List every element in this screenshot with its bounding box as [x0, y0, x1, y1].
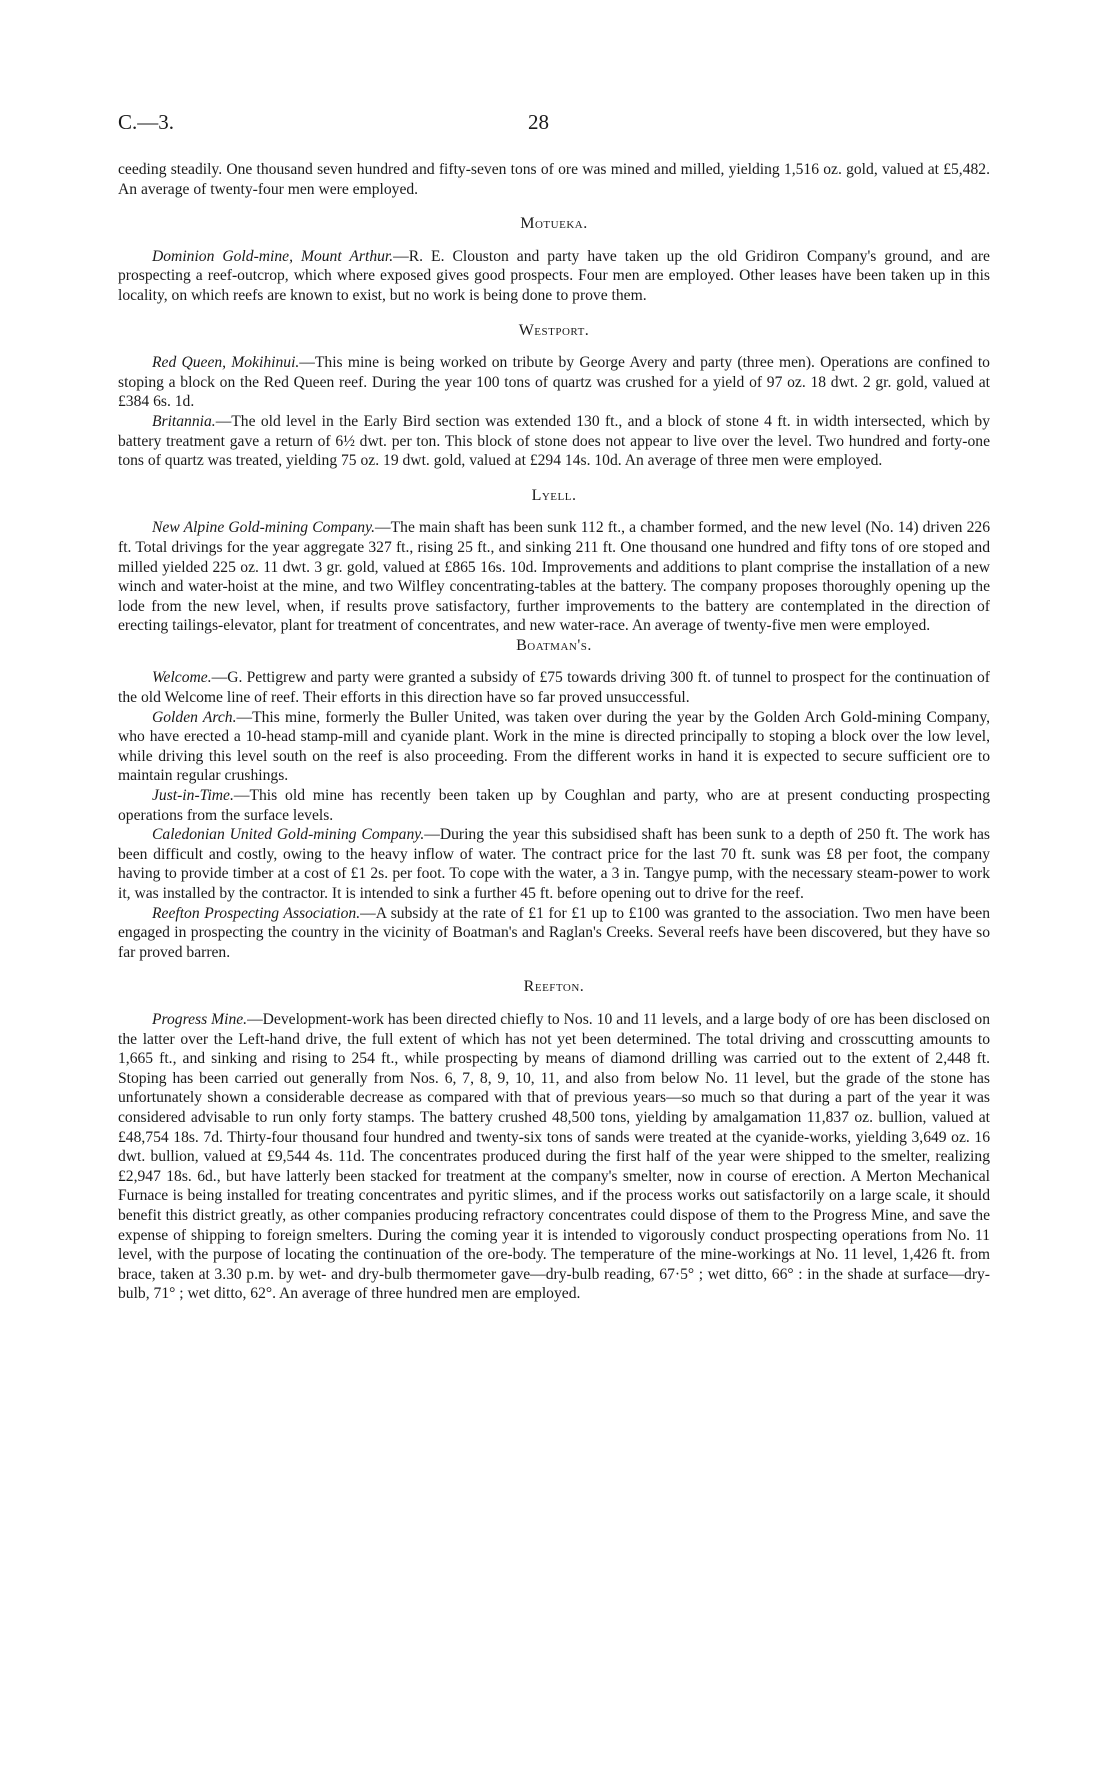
paragraph-text: —The old level in the Early Bird section was extended 130 ft., and a block of stone 4 ft. in width intersected, which by battery treatment gave a return of 6½ dwt. per ton. This block of stone does not appear to live over the level. Two hundred and forty-one tons of quartz was treated, yielding 75 oz. 19 dwt. gold, valued at £294 14s. 10d. An average of three men were employed. [118, 412, 990, 470]
heading-lyell: Lyell. [531, 486, 577, 504]
paragraph-text: —This old mine has recently been taken up by Coughlan and party, who are at present conducting prospecting operations from the surface levels. [118, 787, 990, 824]
document-body [118, 160, 990, 1304]
paragraph-title: Dominion Gold-mine, Mount Arthur. [152, 247, 394, 265]
paragraph-progress-mine [118, 1010, 990, 1304]
paragraph-reefton-prospecting [118, 904, 990, 963]
paragraph-title: Golden Arch. [152, 708, 237, 726]
heading-boatmans: Boatman's. [516, 636, 592, 654]
paragraph-title: Just-in-Time. [152, 787, 234, 805]
paragraph-just-in-time [118, 786, 990, 825]
paragraph-title: Progress Mine. [152, 1010, 248, 1028]
paragraph-text: —A subsidy at the rate of £1 for £1 up to £100 was granted to the association. Two men have been engaged in prospecting the country in the vicinity of Boatman's and Raglan's Creeks. Several reefs have been discovered, but they have so far proved barren. [118, 904, 990, 961]
paragraph-title: Reefton Prospecting Association. [152, 904, 361, 922]
paragraph-golden-arch [118, 708, 990, 786]
paragraph-caledonian [118, 825, 990, 903]
paragraph-title: Caledonian United Gold-mining Company. [152, 826, 425, 844]
paragraph-text: —R. E. Clouston and party have taken up the old Gridiron Company's ground, and are prospecting a reef-outcrop, which where exposed gives good prospects. Four men are employed. Other leases have been taken up in this locality, on which reefs are known to exist, but no work is being done to prove them. [118, 247, 990, 304]
paragraph-text: —This mine is being worked on tribute by George Avery and party (three men). Operations are confined to stoping a block on the Red Queen reef. During the year 100 tons of quartz was crushed for a yield of 97 oz. 18 dwt. 2 gr. gold, valued at £384 6s. 1d. [118, 354, 990, 411]
paragraph-text: —During the year this subsidised shaft has been sunk to a depth of 250 ft. The work has been difficult and costly, owing to the heavy inflow of water. The contract price for the last 70 ft. sunk was £8 per foot, the company having to provide timber at a cost of £1 2s. per foot. To cope with the water, a 3 in. Tangye pump, with the necessary steam-power to work it, was installed by the contractor. It is intended to sink a further 45 ft. before opening out to drive for the reef. [118, 826, 990, 902]
paragraph-text: —The main shaft has been sunk 112 ft., a chamber formed, and the new level (No. 14) driven 226 ft. Total drivings for the year aggregate 327 ft., rising 25 ft., and sinking 211 ft. One thousand one hundred and fifty tons of ore stoped and milled yielded 225 oz. 11 dwt. 3 gr. gold, valued at £865 16s. 10d. Improvements and additions to plant comprise the installation of a new winch and water-hoist at the mine, and two Wilfley concentrating-tables at the battery. The company proposes thoroughly opening up the lode from the new level, when, if results prove satisfactory, further improvements to the battery are contemplated in the direction of erecting tailings-elevator, plant for treatment of concentrates, and new water-race. An average of twenty-five men were employed. [118, 519, 990, 635]
page-header [118, 110, 998, 140]
paragraph-text: —Development-work has been directed chiefly to Nos. 10 and 11 levels, and a large body of ore has been disclosed on the latter over the Left-hand drive, the full extent of which has not yet been determined. The total driving and crosscutting amounts to 1,665 ft., and sinking and rising to 254 ft., while prospecting by means of diamond drilling was carried out to the extent of 2,448 ft. Stoping has been carried out generally from Nos. 6, 7, 8, 9, 10, 11, and also from below No. 11 level, but the grade of the stone has unfortunately shown a considerable decrease as compared with that of previous years—so much so that during a part of the year it was considered advisable to run only forty stamps. The battery crushed 48,500 tons, yielding by amalgamation 11,837 oz. bullion, valued at £48,754 18s. 7d. Thirty-four thousand four hundred and twenty-six tons of sands were treated at the cyanide-works, yielding 3,649 oz. 16 dwt. bullion, valued at £9,544 4s. 11d. The concentrates produced during the first half of the year were shipped to the smelter, realizing £2,947 18s. 6d., but have latterly been stacked for treatment at the company's smelter, now in course of erection. A Merton Mechanical Furnace is being installed for treating concentrates and pyritic slimes, and if the process works out satisfactorily on a large scale, it should benefit this district greatly, as other companies producing refractory concentrates could dispose of them to the Progress Mine, and save the expense of shipping to foreign smelters. During the coming year it is intended to vigorously conduct prospecting operations from No. 11 level, with the purpose of locating the continuation of the ore-body. The temperature of the mine-workings at No. 11 level, 1,426 ft. from brace, taken at 3.30 p.m. by wet- and dry-bulb thermometer gave—dry-bulb reading, 67·5° ; wet ditto, 66° : in the shade at surface—dry-bulb, 71° ; wet ditto, 62°. An average of three hundred men are employed. [118, 1010, 990, 1303]
paragraph-title: Red Queen, Mokihinui. [152, 354, 300, 372]
paragraph-red-queen [118, 353, 990, 412]
heading-motueka: Motueka. [520, 215, 588, 233]
paragraph-title: New Alpine Gold-mining Company. [152, 519, 376, 537]
document-reference: C.—3. [118, 110, 175, 134]
paragraph-welcome [118, 668, 990, 707]
paragraph-title: Britannia. [152, 412, 216, 430]
intro-paragraph: ceeding steadily. One thousand seven hundred and fifty-seven tons of ore was mined and milled, yielding 1,516 oz. gold, valued at £5,482. An average of twenty-four men were employed. [118, 161, 990, 198]
heading-westport: Westport. [518, 321, 590, 339]
heading-reefton: Reefton. [523, 978, 585, 996]
paragraph-text: —G. Pettigrew and party were granted a subsidy of £75 towards driving 300 ft. of tunnel to prospect for the continuation of the old Welcome line of reef. Their efforts in this direction have so far proved unsuccessful. [118, 669, 990, 707]
paragraph-title: Welcome. [152, 669, 212, 687]
paragraph-text: —This mine, formerly the Buller United, was taken over during the year by the Golden Arch Gold-mining Company, who have erected a 10-head stamp-mill and cyanide plant. Work in the mine is directed principally to stoping a block over the low level, while driving this level south on the reef is also proceeding. From the different works in hand it is expected to secure sufficient ore to maintain regular crushings. [118, 708, 991, 785]
page-number: 28 [528, 110, 549, 134]
paragraph-new-alpine [118, 518, 990, 636]
paragraph-dominion [118, 247, 990, 306]
paragraph-britannia [118, 412, 990, 471]
